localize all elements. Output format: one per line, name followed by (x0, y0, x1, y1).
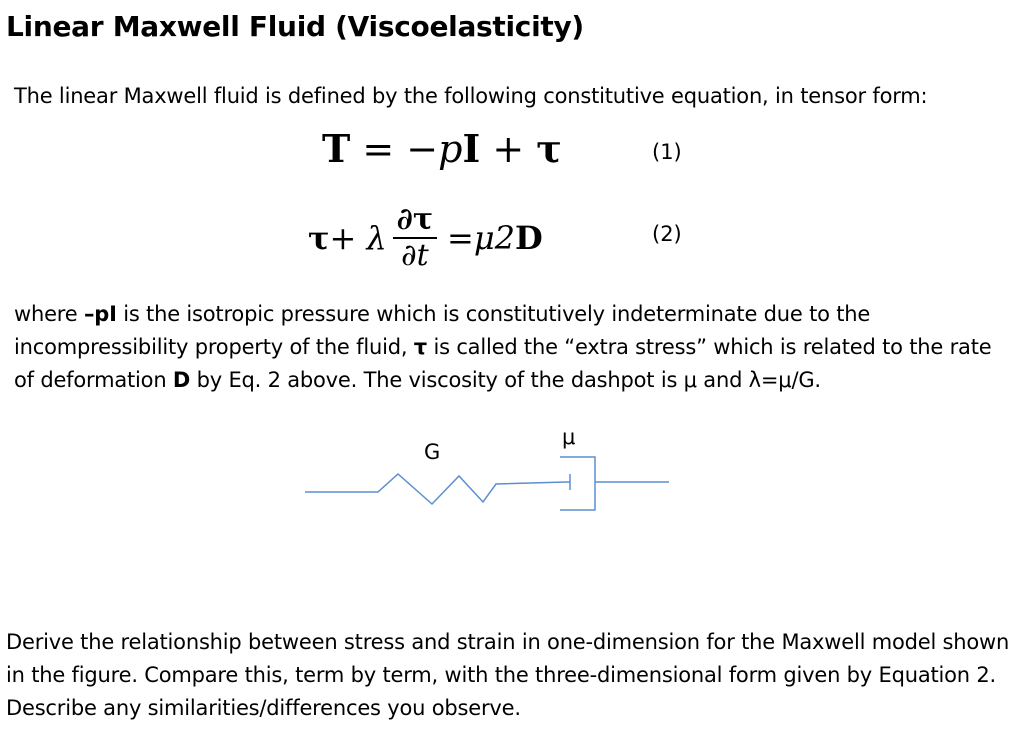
eq1-plus: + (480, 127, 537, 171)
dashpot-cylinder (560, 457, 595, 510)
eq2-mu2: μ2 (473, 219, 515, 257)
eq2-plus-lambda: + λ (329, 219, 387, 257)
eq2-denominator: ∂t (401, 238, 429, 273)
eq2-fraction (393, 203, 437, 273)
equation-1-number: (1) (652, 140, 682, 164)
spring-icon (305, 474, 566, 504)
para-text-3: is called the “extra stress” which is related to the rate of deformation (14, 335, 992, 392)
question-text: Derive the relationship between stress and strain in one-dimension for the Maxwell model shown in the figure. Compare this, term by term, with the three-dimensional form given by Equation 2. Describe any similarities/differences you observe. (6, 630, 1010, 720)
equation-2 (308, 196, 543, 280)
dashpot-label: μ (562, 425, 576, 449)
eq1-I: I (462, 126, 481, 171)
para-bold-tau: τ (413, 335, 427, 359)
page-title: Linear Maxwell Fluid (Viscoelasticity) (6, 10, 584, 43)
para-bold-pI: –pI (83, 302, 117, 326)
maxwell-model-diagram (0, 410, 1024, 530)
eq1-T: T (322, 126, 351, 171)
eq2-numerator: ∂τ (396, 202, 434, 237)
para-text-4: by Eq. 2 above. The viscosity of the dashpot is μ and λ=μ/G. (190, 368, 821, 392)
intro-text: The linear Maxwell fluid is defined by the following constitutive equation, in tensor form: (14, 84, 928, 108)
eq1-tau: τ (536, 126, 562, 171)
spring-label: G (424, 440, 441, 464)
eq2-D: D (514, 219, 543, 257)
eq2-tau: τ (308, 219, 330, 257)
para-text-2: is the isotropic pressure which is constitutively indeterminate due to the incompressibility property of the fluid, (14, 302, 871, 359)
para-bold-D: D (172, 368, 191, 392)
eq1-equals-minus: = − (350, 127, 439, 171)
equation-2-number: (2) (652, 222, 682, 246)
eq1-p: p (438, 127, 463, 171)
explanation-paragraph (14, 298, 1014, 397)
equation-1 (322, 126, 562, 171)
eq2-equals: = (447, 219, 474, 257)
para-text-1: where (14, 302, 84, 326)
